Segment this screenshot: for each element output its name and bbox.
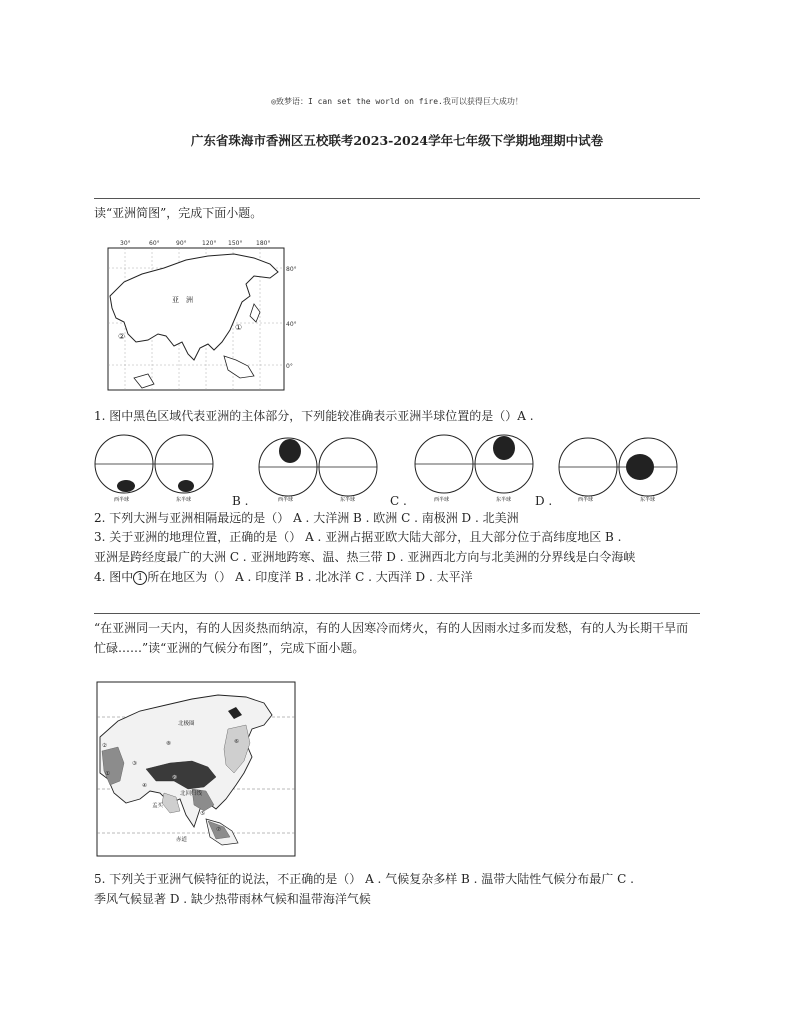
map-lon-label: 30° — [120, 240, 131, 247]
question-4 — [94, 568, 473, 586]
question-4-prefix: 4. 图中 — [94, 570, 134, 584]
climate-marker-2: ② — [102, 743, 107, 749]
climate-marker-4: ④ — [142, 783, 147, 789]
question-3-line1: 3. 关于亚洲的地理位置，正确的是（） A . 亚洲占据亚欧大陆大部分，且大部分位于高纬度地区 B . — [94, 530, 622, 544]
option-b-label: B . — [232, 494, 249, 508]
climate-marker-9: ⑨ — [172, 775, 177, 781]
map-lon-label: 120° — [202, 240, 217, 247]
section-divider-1 — [94, 198, 700, 199]
climate-label-equator: 赤道 — [176, 837, 188, 843]
climate-marker-3: ③ — [132, 761, 137, 767]
map-lon-label: 90° — [176, 240, 187, 247]
climate-marker-7: ⑦ — [216, 827, 221, 833]
map-lat-label: 80° — [286, 266, 297, 273]
climate-marker-6: ⑥ — [234, 739, 239, 745]
question-5-line1: 5. 下列关于亚洲气候特征的说法，不正确的是（） A . 气候复杂多样 B . 温带大陆性气候分布最广 C . — [94, 872, 634, 886]
climate-marker-1: ① — [105, 771, 110, 777]
hemi-label-east: 东半球 — [176, 497, 192, 503]
climate-label-mumbai: 孟买 — [152, 803, 164, 809]
climate-marker-5: ⑤ — [200, 811, 205, 817]
climate-marker-8: ⑧ — [166, 741, 171, 747]
option-c-label: C . — [390, 494, 407, 508]
asia-outline-map — [104, 238, 300, 396]
hemi-label-east: 东半球 — [340, 497, 356, 503]
map-lat-label: 40° — [286, 321, 297, 328]
asia-climate-map — [96, 681, 296, 857]
map-marker-2: ② — [118, 332, 126, 341]
climate-label-arctic: 北极圈 — [178, 721, 195, 727]
map-region-label: 亚 洲 — [172, 296, 193, 304]
question-3-line2: 亚洲是跨经度最广的大洲 C . 亚洲地跨寒、温、热三带 D . 亚洲西北方向与北美洲的分界线是白令海峡 — [94, 550, 636, 564]
map-lat-label: 0° — [286, 363, 293, 370]
section2-intro: “在亚洲同一天内，有的人因炎热而纳凉，有的人因寒冷而烤火，有的人因雨水过多而发愁，有的人为长期干旱而忙碌……”读“亚洲的气候分布图”，完成下面小题。 — [94, 621, 689, 655]
question-4-suffix: 所在地区为（） A . 印度洋 B . 北冰洋 C . 大西洋 D . 太平洋 — [147, 570, 473, 584]
page-title: 广东省珠海市香洲区五校联考2023-2024学年七年级下学期地理期中试卷 — [190, 133, 604, 148]
option-c-diagram — [415, 435, 533, 503]
map-lon-label: 180° — [256, 240, 271, 247]
hemi-label-east: 东半球 — [496, 497, 512, 503]
climate-label-tropic: 北回归线 — [180, 791, 203, 797]
hemi-label-west: 西半球 — [434, 497, 450, 503]
question-4-marker: 1 — [133, 571, 147, 585]
question-5-line2: 季风气候显著 D . 缺少热带雨林气候和温带海洋气候 — [94, 892, 371, 906]
question-1: 1. 图中黑色区域代表亚洲的主体部分，下列能较准确表示亚洲半球位置的是（）A . — [94, 409, 534, 423]
map-marker-1: ① — [235, 323, 243, 332]
option-a-diagram — [95, 435, 213, 503]
map-lon-label: 150° — [228, 240, 243, 247]
header-motto: ◎致梦语：I can set the world on fire.我可以获得巨大成功！ — [271, 97, 523, 106]
question-2: 2. 下列大洲与亚洲相隔最远的是（） A . 大洋洲 B . 欧洲 C . 南极洲 D . 北美洲 — [94, 511, 519, 525]
option-b-diagram — [259, 438, 377, 503]
section-divider-2 — [94, 613, 700, 614]
hemi-label-west: 西半球 — [278, 497, 294, 503]
option-d-diagram — [559, 438, 677, 503]
section1-intro: 读“亚洲简图”，完成下面小题。 — [94, 206, 263, 220]
map-lon-label: 60° — [149, 240, 160, 247]
hemi-label-east: 东半球 — [640, 497, 656, 503]
hemi-label-west: 西半球 — [114, 497, 130, 503]
hemi-label-west: 西半球 — [578, 497, 594, 503]
option-d-label: D . — [535, 494, 553, 508]
